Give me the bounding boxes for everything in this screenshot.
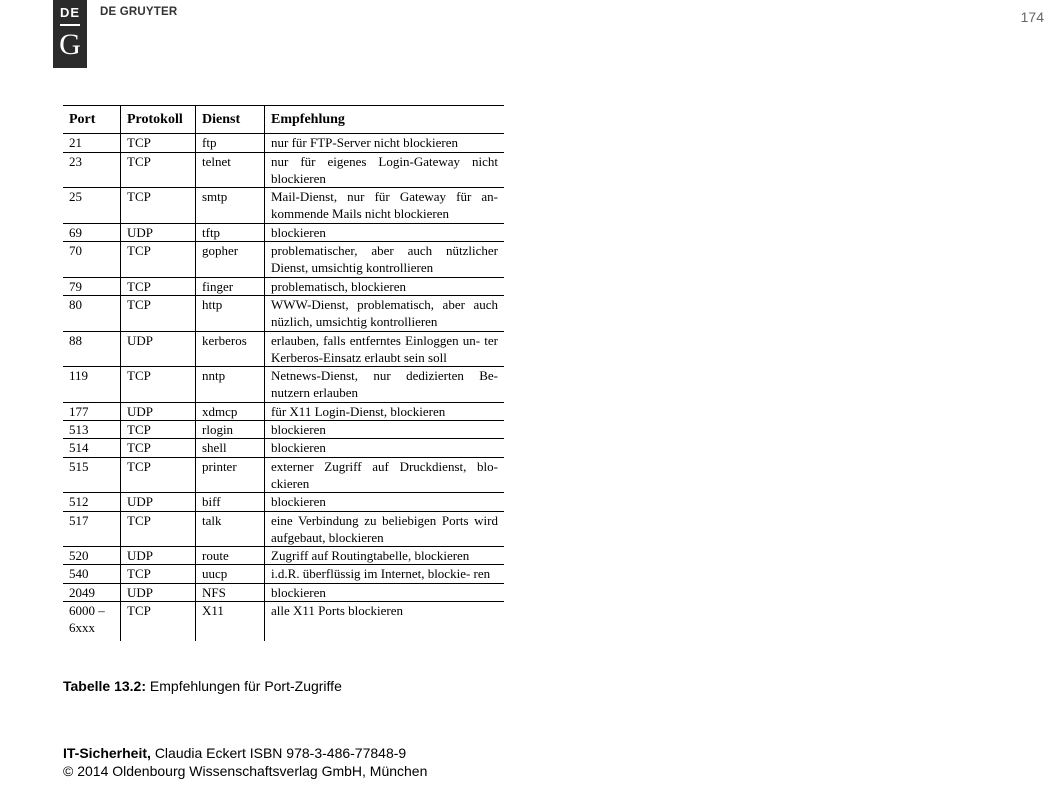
publisher-logo [53, 0, 87, 68]
cell-service: talk [196, 511, 265, 547]
cell-protocol: TCP [121, 295, 196, 331]
cell-service: route [196, 547, 265, 565]
table-row [63, 602, 504, 641]
cell-port: 80 [63, 295, 121, 331]
cell-protocol: TCP [121, 134, 196, 152]
cell-protocol: TCP [121, 421, 196, 439]
table-row [63, 511, 504, 547]
cell-service: ftp [196, 134, 265, 152]
table-row [63, 295, 504, 331]
table-row [63, 188, 504, 224]
cell-service: uucp [196, 565, 265, 583]
cell-service: xdmcp [196, 402, 265, 420]
book-title: IT-Sicherheit, [63, 745, 151, 761]
cell-protocol: UDP [121, 331, 196, 367]
footer-line-1 [63, 744, 427, 762]
cell-recommendation: eine Verbindung zu beliebigen Ports wird aufgebaut, blockieren [265, 511, 505, 547]
table-row [63, 439, 504, 457]
cell-protocol: TCP [121, 152, 196, 188]
cell-port: 25 [63, 188, 121, 224]
table-row [63, 367, 504, 403]
table-row [63, 152, 504, 188]
column-header-port: Port [63, 106, 121, 134]
table-row [63, 547, 504, 565]
cell-protocol: TCP [121, 602, 196, 641]
table-row [63, 223, 504, 241]
cell-recommendation: i.d.R. überflüssig im Internet, blockie- ren [265, 565, 505, 583]
cell-port: 2049 [63, 583, 121, 601]
book-details: Claudia Eckert ISBN 978-3-486-77848-9 [154, 745, 407, 761]
cell-service: telnet [196, 152, 265, 188]
cell-protocol: TCP [121, 439, 196, 457]
cell-recommendation: erlauben, falls entferntes Einloggen un- ter Kerberos-Einsatz erlaubt sein soll [265, 331, 505, 367]
cell-port: 514 [63, 439, 121, 457]
table-row [63, 493, 504, 511]
cell-protocol: TCP [121, 188, 196, 224]
cell-protocol: TCP [121, 457, 196, 493]
cell-recommendation: Zugriff auf Routingtabelle, blockieren [265, 547, 505, 565]
cell-recommendation: blockieren [265, 439, 505, 457]
cell-service: shell [196, 439, 265, 457]
table-header-row [63, 106, 504, 134]
cell-recommendation: blockieren [265, 223, 505, 241]
cell-service: finger [196, 277, 265, 295]
cell-port: 515 [63, 457, 121, 493]
cell-service: http [196, 295, 265, 331]
logo-divider [60, 24, 80, 26]
cell-recommendation: externer Zugriff auf Druckdienst, blo- ckieren [265, 457, 505, 493]
cell-recommendation: blockieren [265, 421, 505, 439]
cell-service: gopher [196, 242, 265, 278]
cell-recommendation: blockieren [265, 493, 505, 511]
cell-protocol: TCP [121, 565, 196, 583]
cell-protocol: UDP [121, 223, 196, 241]
table-row [63, 134, 504, 152]
cell-protocol: TCP [121, 511, 196, 547]
cell-service: tftp [196, 223, 265, 241]
cell-port: 88 [63, 331, 121, 367]
cell-port: 520 [63, 547, 121, 565]
table-row [63, 583, 504, 601]
cell-recommendation: problematisch, blockieren [265, 277, 505, 295]
cell-recommendation: Mail-Dienst, nur für Gateway für an- kommende Mails nicht blockieren [265, 188, 505, 224]
cell-recommendation: WWW-Dienst, problematisch, aber auch nüzlich, umsichtig kontrollieren [265, 295, 505, 331]
table-caption [63, 678, 342, 694]
table-row [63, 402, 504, 420]
cell-port: 512 [63, 493, 121, 511]
table-row [63, 331, 504, 367]
cell-recommendation: alle X11 Ports blockieren [265, 602, 505, 641]
cell-recommendation: Netnews-Dienst, nur dedizierten Be- nutzern erlauben [265, 367, 505, 403]
table-row [63, 421, 504, 439]
table-row [63, 565, 504, 583]
caption-text: Empfehlungen für Port-Zugriffe [149, 678, 342, 694]
cell-protocol: TCP [121, 242, 196, 278]
table-row [63, 242, 504, 278]
cell-port: 23 [63, 152, 121, 188]
column-header-protocol: Protokoll [121, 106, 196, 134]
cell-protocol: TCP [121, 367, 196, 403]
copyright: © 2014 Oldenbourg Wissenschaftsverlag GmbH, München [63, 763, 428, 779]
cell-protocol: UDP [121, 583, 196, 601]
cell-protocol: TCP [121, 277, 196, 295]
cell-recommendation: nur für eigenes Login-Gateway nicht blockieren [265, 152, 505, 188]
cell-service: rlogin [196, 421, 265, 439]
port-recommendations-table [63, 105, 504, 641]
cell-recommendation: für X11 Login-Dienst, blockieren [265, 402, 505, 420]
table-body [63, 134, 504, 641]
table-row [63, 277, 504, 295]
cell-protocol: UDP [121, 547, 196, 565]
column-header-service: Dienst [196, 106, 265, 134]
logo-bottom-text: G [59, 28, 81, 61]
cell-recommendation: nur für FTP-Server nicht blockieren [265, 134, 505, 152]
cell-protocol: UDP [121, 493, 196, 511]
cell-port: 70 [63, 242, 121, 278]
page-number: 174 [1020, 9, 1044, 25]
cell-service: X11 [196, 602, 265, 641]
cell-service: biff [196, 493, 265, 511]
publisher-name: DE GRUYTER [100, 6, 178, 18]
cell-recommendation: problematischer, aber auch nützlicher Dienst, umsichtig kontrollieren [265, 242, 505, 278]
logo-top-text: DE [59, 5, 81, 20]
cell-port: 119 [63, 367, 121, 403]
table-row [63, 457, 504, 493]
cell-port: 540 [63, 565, 121, 583]
cell-port: 79 [63, 277, 121, 295]
cell-port: 21 [63, 134, 121, 152]
column-header-recommendation: Empfehlung [265, 106, 505, 134]
cell-service: smtp [196, 188, 265, 224]
cell-service: NFS [196, 583, 265, 601]
cell-port: 69 [63, 223, 121, 241]
cell-recommendation: blockieren [265, 583, 505, 601]
caption-label: Tabelle 13.2: [63, 678, 147, 694]
cell-service: nntp [196, 367, 265, 403]
cell-service: printer [196, 457, 265, 493]
cell-protocol: UDP [121, 402, 196, 420]
cell-port: 6000 – 6xxx [69, 603, 105, 636]
page-footer [63, 744, 427, 780]
cell-port: 517 [63, 511, 121, 547]
cell-service: kerberos [196, 331, 265, 367]
cell-port: 513 [63, 421, 121, 439]
cell-port: 177 [63, 402, 121, 420]
